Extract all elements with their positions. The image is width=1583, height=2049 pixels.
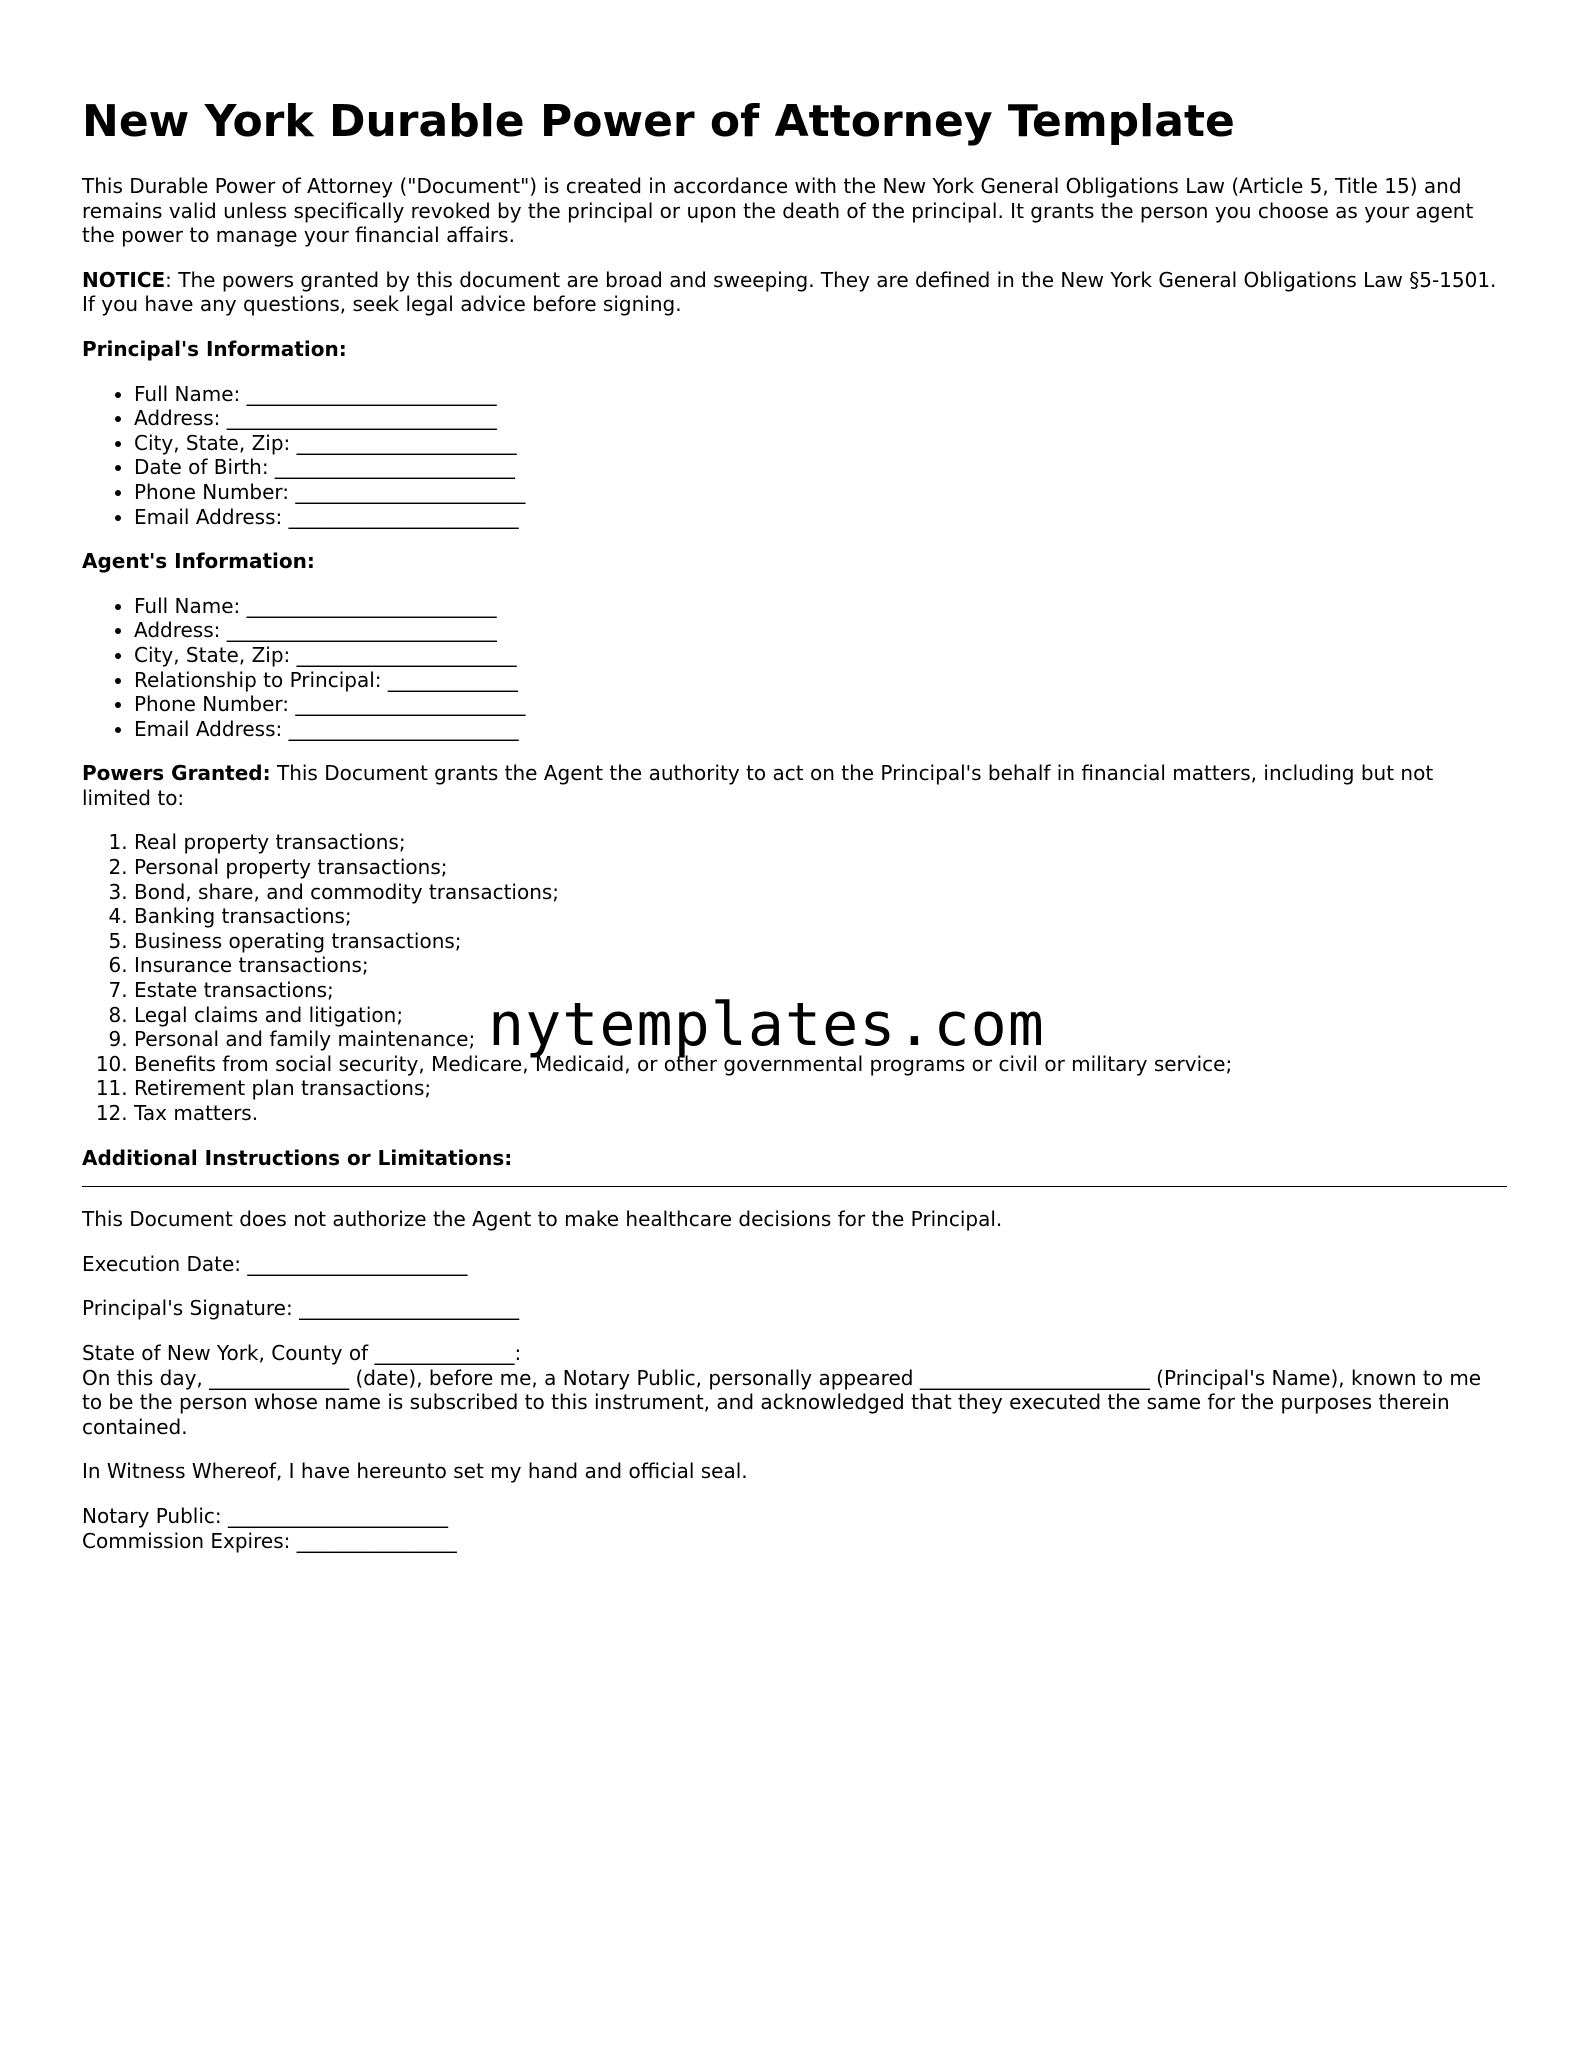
principal-fields: [82, 382, 1507, 530]
notary-block: [82, 1341, 1507, 1553]
powers-text: This Document grants the Agent the authority to act on the Principal's behalf in financial matters, including but not limited to:: [82, 761, 1434, 810]
notice-paragraph: [82, 268, 1507, 317]
watermark: nytemplates.com: [488, 990, 1045, 1060]
power-item: 8. Legal claims and litigation;: [134, 1003, 1507, 1028]
powers-paragraph: [82, 761, 1507, 810]
power-item: 7. Estate transactions;: [134, 978, 1507, 1003]
power-item: 12. Tax matters.: [134, 1101, 1507, 1126]
commission-expires-line: Commission Expires: ________________: [82, 1528, 457, 1553]
notice-label: NOTICE: [82, 267, 166, 292]
agent-full-name-field: • Full Name: _________________________: [134, 594, 1507, 619]
agent-city-field: • City, State, Zip: ______________________: [134, 643, 1507, 668]
execution-date-line: Execution Date: ______________________: [82, 1251, 468, 1276]
notary-public-line: Notary Public: ______________________: [82, 1503, 448, 1528]
agent-phone-field: • Phone Number: _______________________: [134, 692, 1507, 717]
principal-heading: Principal's Information:: [82, 336, 347, 361]
power-item: 2. Personal property transactions;: [134, 855, 1507, 880]
principal-email-field: • Email Address: _______________________: [134, 505, 1507, 530]
agent-relationship-field: • Relationship to Principal: _____________: [134, 668, 1507, 693]
notary-witness: In Witness Whereof, I have hereunto set my hand and official seal.: [82, 1459, 748, 1484]
principal-signature-line: Principal's Signature: ______________________: [82, 1296, 520, 1321]
principal-full-name-field: • Full Name: _________________________: [134, 382, 1507, 407]
power-item: 11. Retirement plan transactions;: [134, 1076, 1507, 1101]
power-item: 5. Business operating transactions;: [134, 929, 1507, 954]
principal-phone-field: • Phone Number: _______________________: [134, 480, 1507, 505]
power-item: 6. Insurance transactions;: [134, 953, 1507, 978]
agent-heading: Agent's Information:: [82, 549, 315, 574]
agent-email-field: • Email Address: _______________________: [134, 717, 1507, 742]
power-item: 10. Benefits from social security, Medicare, Medicaid, or other governmental programs or civil or military service;: [134, 1052, 1507, 1077]
agent-address-field: • Address: ___________________________: [134, 618, 1507, 643]
notary-statement: On this day, ______________ (date), before me, a Notary Public, personally appeared _______________________ (Principal's Name), known to me to be the person whose name is subscribed to this instrument, and acknowledged that they executed the same for the purposes therein contained.: [82, 1365, 1482, 1439]
notary-county-line: State of New York, County of ______________:: [82, 1340, 522, 1365]
instructions-line: [82, 1186, 1507, 1187]
powers-label: Powers Granted:: [82, 761, 271, 786]
principal-city-field: • City, State, Zip: ______________________: [134, 431, 1507, 456]
power-item: 1. Real property transactions;: [134, 830, 1507, 855]
additional-heading: Additional Instructions or Limitations:: [82, 1145, 513, 1170]
healthcare-note: This Document does not authorize the Agent to make healthcare decisions for the Principal.: [82, 1207, 1003, 1232]
principal-address-field: • Address: ___________________________: [134, 406, 1507, 431]
notice-text: : The powers granted by this document are broad and sweeping. They are defined in the New York General Obligations Law §5-1501. If you have any questions, seek legal advice before signing.: [82, 267, 1497, 317]
power-item: 4. Banking transactions;: [134, 904, 1507, 929]
powers-list: [82, 830, 1507, 1125]
principal-dob-field: • Date of Birth: ________________________: [134, 455, 1507, 480]
intro-paragraph: This Durable Power of Attorney ("Document") is created in accordance with the New York General Obligations Law (Article 5, Title 15) and remains valid unless specifically revoked by the principal or upon the death of the principal. It grants the person you choose as your agent the power to manage your financial affairs.: [82, 174, 1474, 248]
power-item: 3. Bond, share, and commodity transactions;: [134, 880, 1507, 905]
page-title: New York Durable Power of Attorney Template: [82, 96, 1235, 147]
power-item: 9. Personal and family maintenance;: [134, 1027, 1507, 1052]
agent-fields: [82, 594, 1507, 742]
document-body: [82, 174, 1507, 1553]
